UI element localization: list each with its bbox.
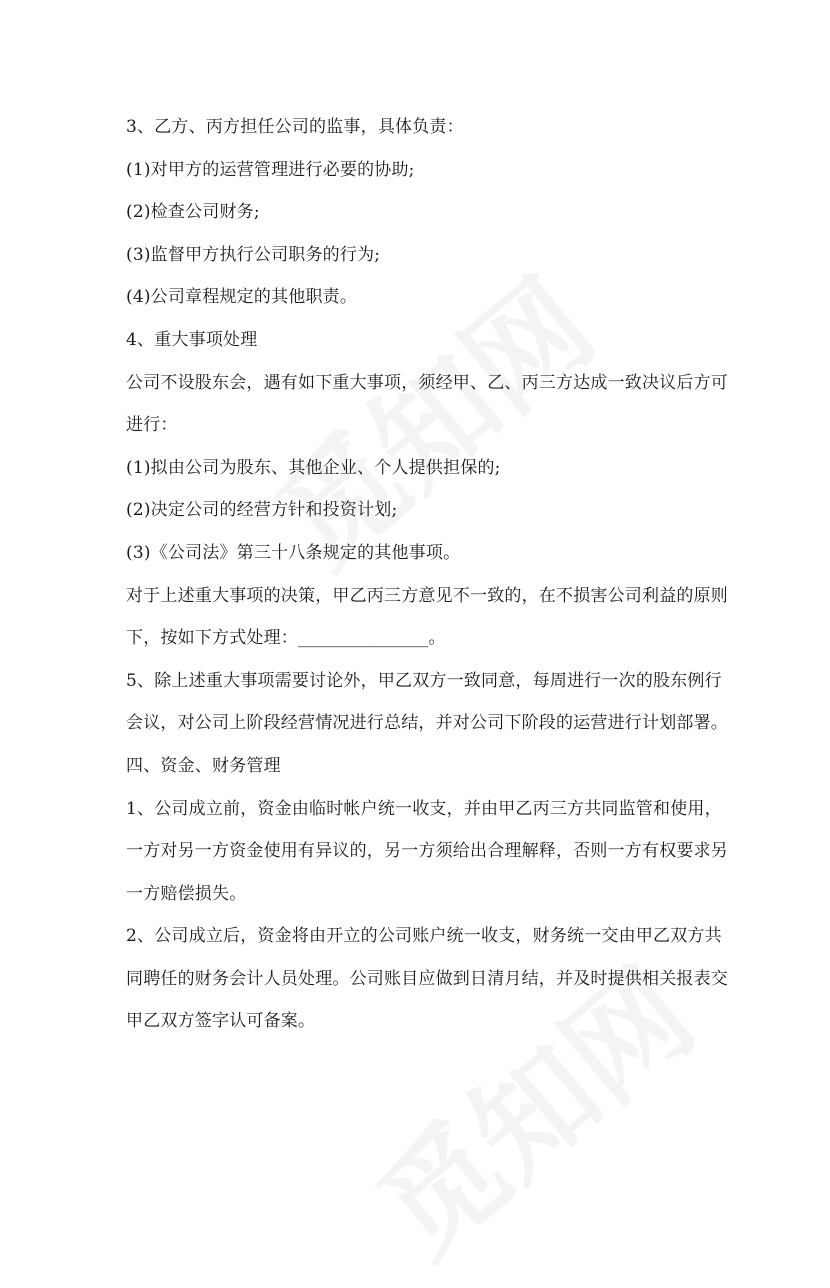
paragraph-line: 1、公司成立前，资金由临时帐户统一收支，并由甲乙丙三方共同监管和使用， bbox=[126, 798, 722, 819]
list-item: (2)决定公司的经营方针和投资计划; bbox=[126, 500, 398, 521]
paragraph-line: 一方赔偿损失。 bbox=[126, 883, 247, 904]
list-item: (1)拟由公司为股东、其他企业、个人提供担保的; bbox=[126, 457, 501, 478]
paragraph-line: 对于上述重大事项的决策，甲乙丙三方意见不一致的，在不损害公司利益的原则 bbox=[126, 585, 728, 606]
clause-5-line: 会议，对公司上阶段经营情况进行总结，并对公司下阶段的运营进行计划部署。 bbox=[126, 713, 728, 734]
paragraph-line: 公司不设股东会，遇有如下重大事项，须经甲、乙、丙三方达成一致决议后方可 bbox=[126, 372, 728, 393]
clause-4-heading: 4、重大事项处理 bbox=[126, 329, 258, 350]
clause-5-line: 5、除上述重大事项需要讨论外，甲乙双方一致同意，每周进行一次的股东例行 bbox=[126, 670, 722, 691]
paragraph-line: 2、公司成立后，资金将由开立的公司账户统一收支，财务统一交由甲乙双方共 bbox=[126, 926, 722, 947]
document-body bbox=[126, 106, 728, 1043]
section-4-heading: 四、资金、财务管理 bbox=[126, 755, 281, 776]
paragraph-line: 同聘任的财务会计人员处理。公司账目应做到日清月结，并及时提供相关报表交 bbox=[126, 968, 728, 989]
paragraph-line: 一方对另一方资金使用有异议的，另一方须给出合理解释，否则一方有权要求另 bbox=[126, 841, 728, 862]
list-item: (1)对甲方的运营管理进行必要的协助; bbox=[126, 159, 415, 180]
paragraph-line: 进行： bbox=[126, 415, 178, 436]
list-item: (2)检查公司财务; bbox=[126, 202, 260, 223]
paragraph-line: 下，按如下方式处理：_______________。 bbox=[126, 628, 446, 649]
paragraph-line: 甲乙双方签字认可备案。 bbox=[126, 1011, 316, 1032]
list-item: (3)监督甲方执行公司职务的行为; bbox=[126, 244, 381, 265]
list-item: (3)《公司法》第三十八条规定的其他事项。 bbox=[126, 542, 461, 563]
clause-3-heading: 3、乙方、丙方担任公司的监事，具体负责： bbox=[126, 117, 464, 137]
list-item: (4)公司章程规定的其他职责。 bbox=[126, 287, 358, 308]
